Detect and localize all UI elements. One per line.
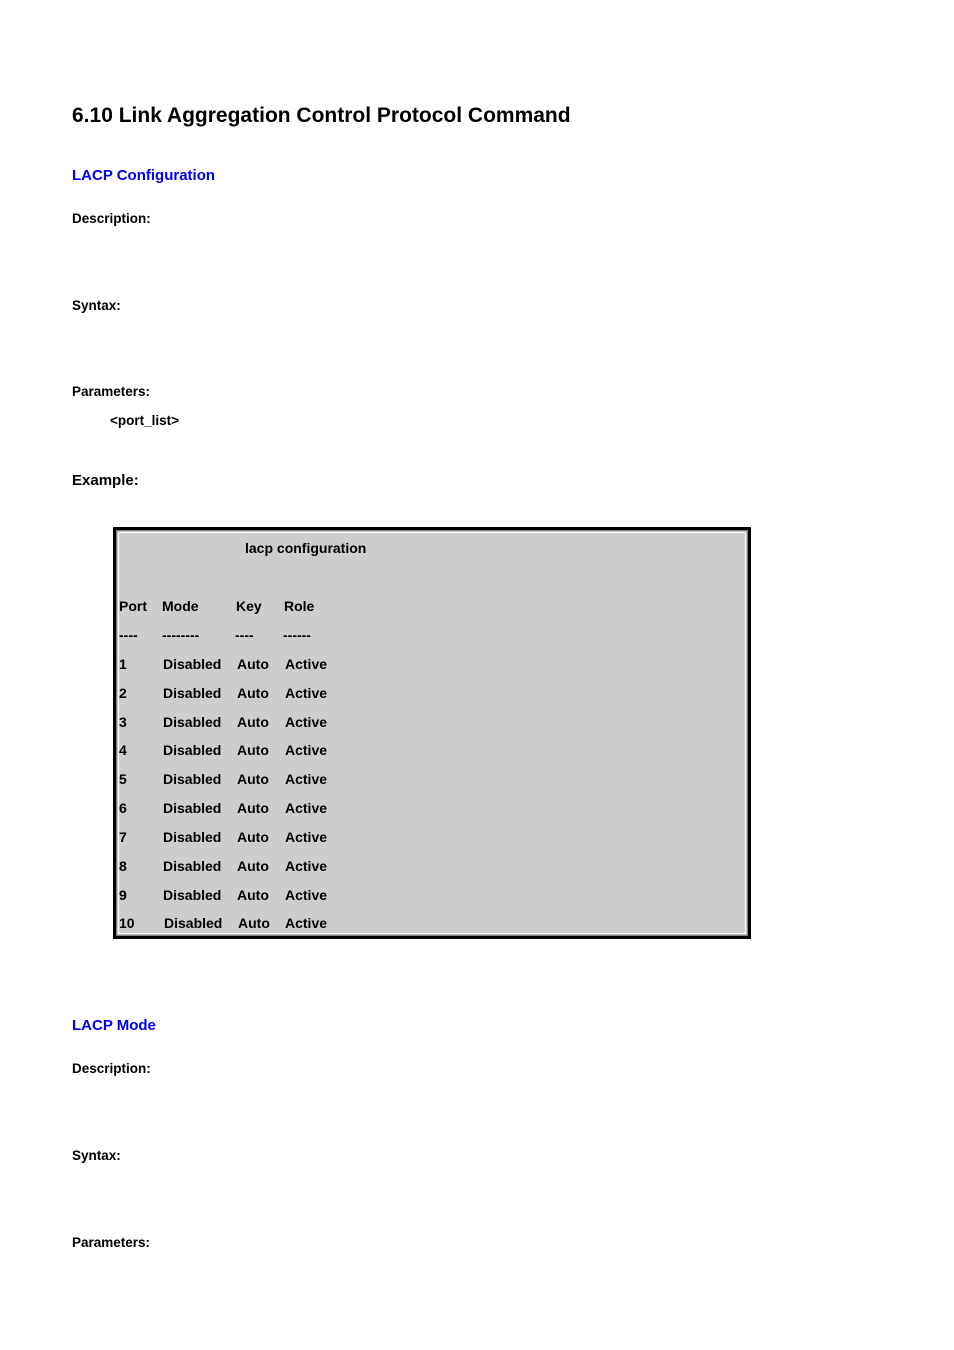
row-port: 8 (119, 858, 127, 874)
separator-mode: -------- (162, 627, 200, 643)
separator-key: ---- (235, 627, 254, 643)
row-port: 5 (119, 771, 127, 787)
row-mode: Disabled (163, 714, 222, 730)
row-key: Auto (237, 771, 269, 787)
section-heading-lacp-mode: LACP Mode (72, 1017, 156, 1034)
console-output-box (113, 527, 751, 939)
row-key: Auto (237, 800, 269, 816)
header-key: Key (236, 598, 262, 614)
row-role: Active (285, 685, 328, 701)
separator-port: ---- (119, 627, 138, 643)
header-port: Port (119, 598, 147, 614)
row-role: Active (285, 800, 328, 816)
row-port: 10 (119, 915, 135, 931)
section-heading-lacp-configuration: LACP Configuration (72, 167, 216, 184)
row-role: Active (285, 887, 328, 903)
row-mode: Disabled (163, 887, 222, 903)
row-role: Active (285, 858, 328, 874)
row-port: 6 (119, 800, 127, 816)
row-port: 4 (119, 742, 127, 758)
console-screen (118, 532, 746, 934)
row-role: Active (285, 915, 328, 931)
page-title: 6.10 Link Aggregation Control Protocol Command (72, 104, 571, 127)
row-key: Auto (237, 829, 269, 845)
row-role: Active (285, 829, 328, 845)
row-port: 9 (119, 887, 127, 903)
parameters-label: Parameters: (72, 384, 151, 399)
syntax-label: Syntax: (72, 298, 121, 313)
header-mode: Mode (162, 598, 199, 614)
description-label: Description: (72, 1061, 151, 1076)
row-port: 7 (119, 829, 127, 845)
row-mode: Disabled (163, 858, 222, 874)
row-mode: Disabled (164, 915, 223, 931)
row-key: Auto (237, 742, 269, 758)
row-mode: Disabled (163, 742, 222, 758)
separator-role: ------ (283, 627, 311, 643)
parameter-port-list: <port_list> (110, 413, 180, 428)
example-label: Example: (72, 472, 139, 489)
row-port: 1 (119, 656, 127, 672)
row-key: Auto (237, 685, 269, 701)
row-key: Auto (237, 887, 269, 903)
row-mode: Disabled (163, 771, 222, 787)
header-role: Role (284, 598, 315, 614)
console-title: lacp configuration (245, 540, 367, 556)
row-key: Auto (237, 656, 269, 672)
row-key: Auto (238, 915, 270, 931)
row-key: Auto (237, 858, 269, 874)
syntax-label: Syntax: (72, 1148, 121, 1163)
row-mode: Disabled (163, 800, 222, 816)
row-role: Active (285, 656, 328, 672)
row-role: Active (285, 742, 328, 758)
row-key: Auto (237, 714, 269, 730)
row-mode: Disabled (163, 656, 222, 672)
row-role: Active (285, 714, 328, 730)
row-port: 2 (119, 685, 127, 701)
row-port: 3 (119, 714, 127, 730)
parameters-label: Parameters: (72, 1235, 151, 1250)
row-role: Active (285, 771, 328, 787)
row-mode: Disabled (163, 829, 222, 845)
row-mode: Disabled (163, 685, 222, 701)
description-label: Description: (72, 211, 151, 226)
